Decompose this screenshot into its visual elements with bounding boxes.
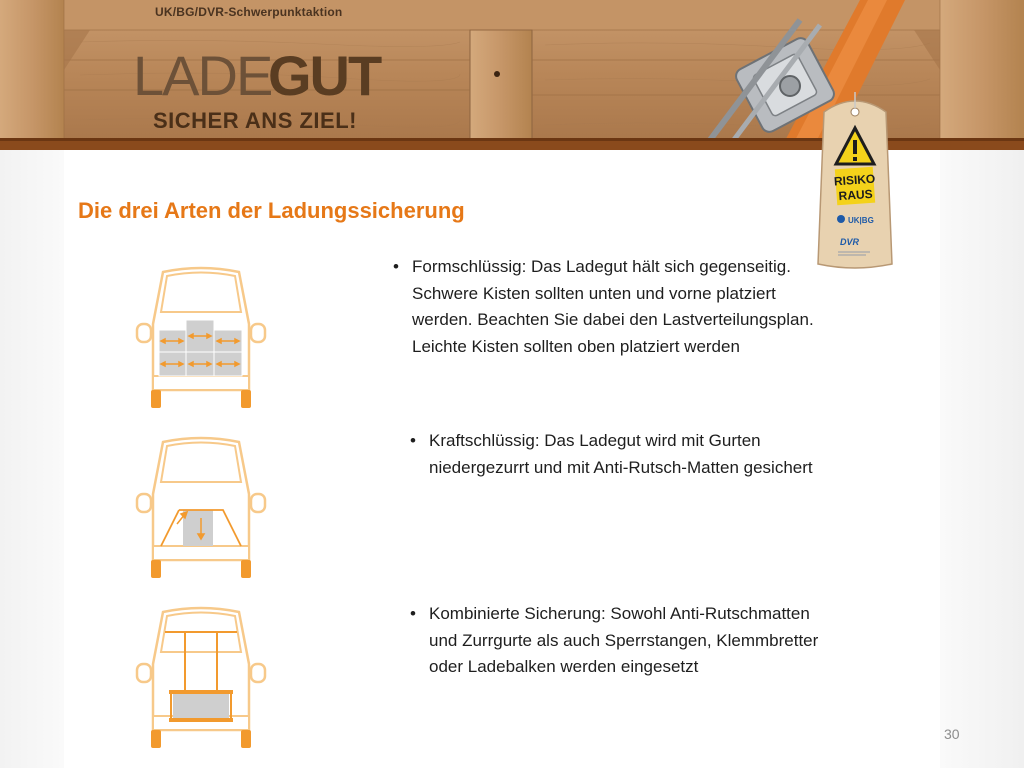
tag-dvr: DVR [840, 237, 860, 247]
tag-ukbg: UK|BG [848, 216, 874, 225]
bullet-formschluessig [393, 254, 833, 360]
left-margin [0, 150, 64, 768]
slide-title: Die drei Arten der Ladungssicherung [78, 198, 465, 223]
bullet-dot: • [393, 257, 399, 276]
campaign-title: UK/BG/DVR-Schwerpunktaktion [155, 5, 343, 19]
tag-risiko: RISIKO [833, 171, 876, 189]
bullet-dot: • [410, 431, 416, 450]
bullet-text: Kombinierte Sicherung: Sowohl Anti-Rutschmatten und Zurrgurte als auch Sperrstangen, Klemmbretter oder Ladebalken werden eingesetzt [429, 604, 819, 676]
risiko-raus-tag [814, 92, 896, 270]
van-kombiniert-illustration [133, 602, 269, 754]
tag-raus: RAUS [838, 186, 874, 204]
bullet-kraftschluessig [410, 428, 830, 481]
bullet-text: Kraftschlüssig: Das Ladegut wird mit Gurten niedergezurrt und mit Anti-Rutsch-Matten gesichert [429, 431, 813, 477]
van-formschluessig-illustration [133, 262, 269, 414]
right-margin [940, 150, 1024, 768]
page-number: 30 [944, 726, 960, 742]
bullet-text: Formschlüssig: Das Ladegut hält sich gegenseitig. Schwere Kisten sollten unten und vorne platziert werden. Beachten Sie dabei den Lastverteilungsplan. Leichte Kisten sollten oben platziert werden [412, 257, 814, 356]
tagline: SICHER ANS ZIEL! [153, 108, 357, 133]
bullet-kombiniert [410, 601, 840, 681]
van-kraftschluessig-illustration [133, 432, 269, 582]
bullet-dot: • [410, 604, 416, 623]
logo-gut: GUT [268, 44, 381, 107]
logo-lade: LADE [133, 44, 272, 107]
ukbg-logo-icon [837, 215, 845, 223]
